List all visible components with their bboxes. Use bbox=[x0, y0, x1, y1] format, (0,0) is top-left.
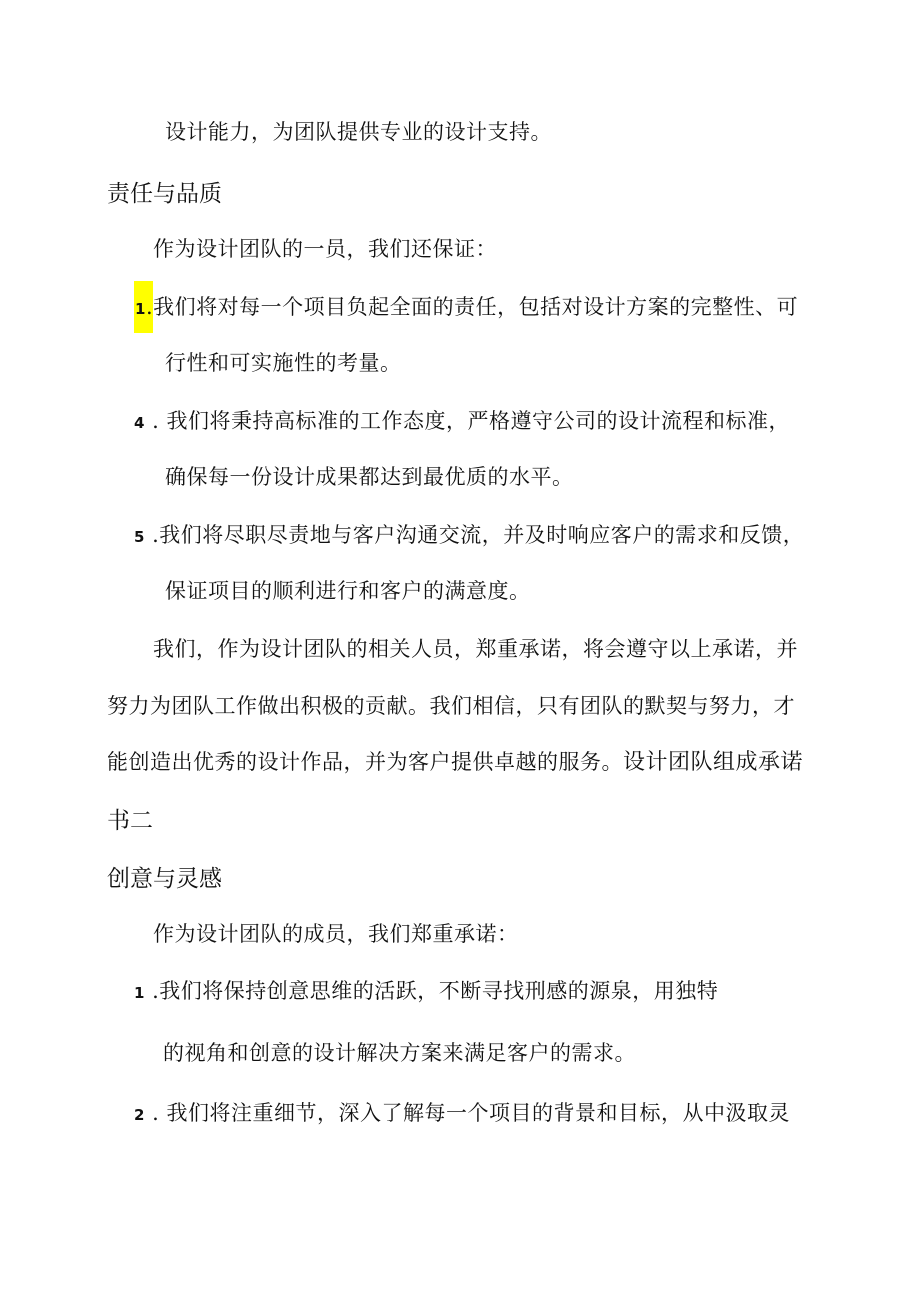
section-heading-creativity: 创意与灵感 bbox=[107, 866, 222, 892]
list-separator: . bbox=[145, 295, 154, 319]
list-item-responsibility-2 bbox=[134, 405, 790, 435]
list-item-text: 我们将秉持高标准的工作态度，严格遵守公司的设计流程和标准， bbox=[166, 409, 790, 433]
closing-paragraph-line bbox=[107, 745, 803, 776]
section-heading-responsibility: 责任与品质 bbox=[107, 181, 222, 207]
closing-paragraph-text: 能创造出优秀的设计作品，并为客户提供卓越的服务。 bbox=[107, 750, 623, 774]
closing-paragraph-line: 我们，作为设计团队的相关人员，郑重承诺，将会遵守以上承诺，并 bbox=[153, 637, 798, 661]
list-item-text: 我们将注重细节，深入了解每一个项目的背景和目标，从中汲取灵 bbox=[166, 1101, 790, 1125]
list-item-continuation: 行性和可实施性的考量。 bbox=[165, 351, 402, 375]
document-title: 设计团队组成承诺 bbox=[623, 750, 804, 775]
list-item-continuation: 的视角和创意的设计解决方案来满足客户的需求。 bbox=[163, 1041, 636, 1065]
list-separator: . bbox=[144, 1101, 167, 1125]
list-item-creativity-1 bbox=[134, 975, 718, 1005]
list-item-continuation: 保证项目的顺利进行和客户的满意度。 bbox=[165, 579, 531, 603]
section-intro-creativity: 作为设计团队的成员，我们郑重承诺： bbox=[153, 922, 519, 946]
document-title-continuation: 书二 bbox=[107, 808, 153, 834]
list-number: 1 bbox=[135, 300, 146, 318]
list-separator: . bbox=[144, 979, 160, 1003]
list-item-responsibility-1 bbox=[134, 291, 798, 333]
list-item-creativity-2 bbox=[134, 1097, 790, 1127]
list-item-continuation: 确保每一份设计成果都达到最优质的水平。 bbox=[165, 465, 574, 489]
paragraph-continuation: 设计能力，为团队提供专业的设计支持。 bbox=[165, 120, 552, 144]
list-number: 1 bbox=[134, 984, 145, 1002]
highlight-mark bbox=[134, 281, 153, 333]
list-separator: . bbox=[144, 523, 160, 547]
list-number: 5 bbox=[134, 528, 145, 546]
list-number: 4 bbox=[134, 414, 145, 432]
list-number: 2 bbox=[134, 1106, 145, 1124]
list-separator: . bbox=[144, 409, 167, 433]
list-item-responsibility-3 bbox=[134, 519, 804, 549]
closing-paragraph-line: 努力为团队工作做出积极的贡献。我们相信，只有团队的默契与努力，才 bbox=[107, 694, 795, 718]
list-item-text: 我们将保持创意思维的活跃，不断寻找刑感的源泉，用独特 bbox=[159, 979, 719, 1003]
list-item-text: 我们将尽职尽责地与客户沟通交流，并及时响应客户的需求和反馈， bbox=[159, 523, 805, 547]
list-item-text: 我们将对每一个项目负起全面的责任，包括对设计方案的完整性、可 bbox=[153, 295, 799, 319]
section-intro-responsibility: 作为设计团队的一员，我们还保证： bbox=[153, 237, 497, 261]
